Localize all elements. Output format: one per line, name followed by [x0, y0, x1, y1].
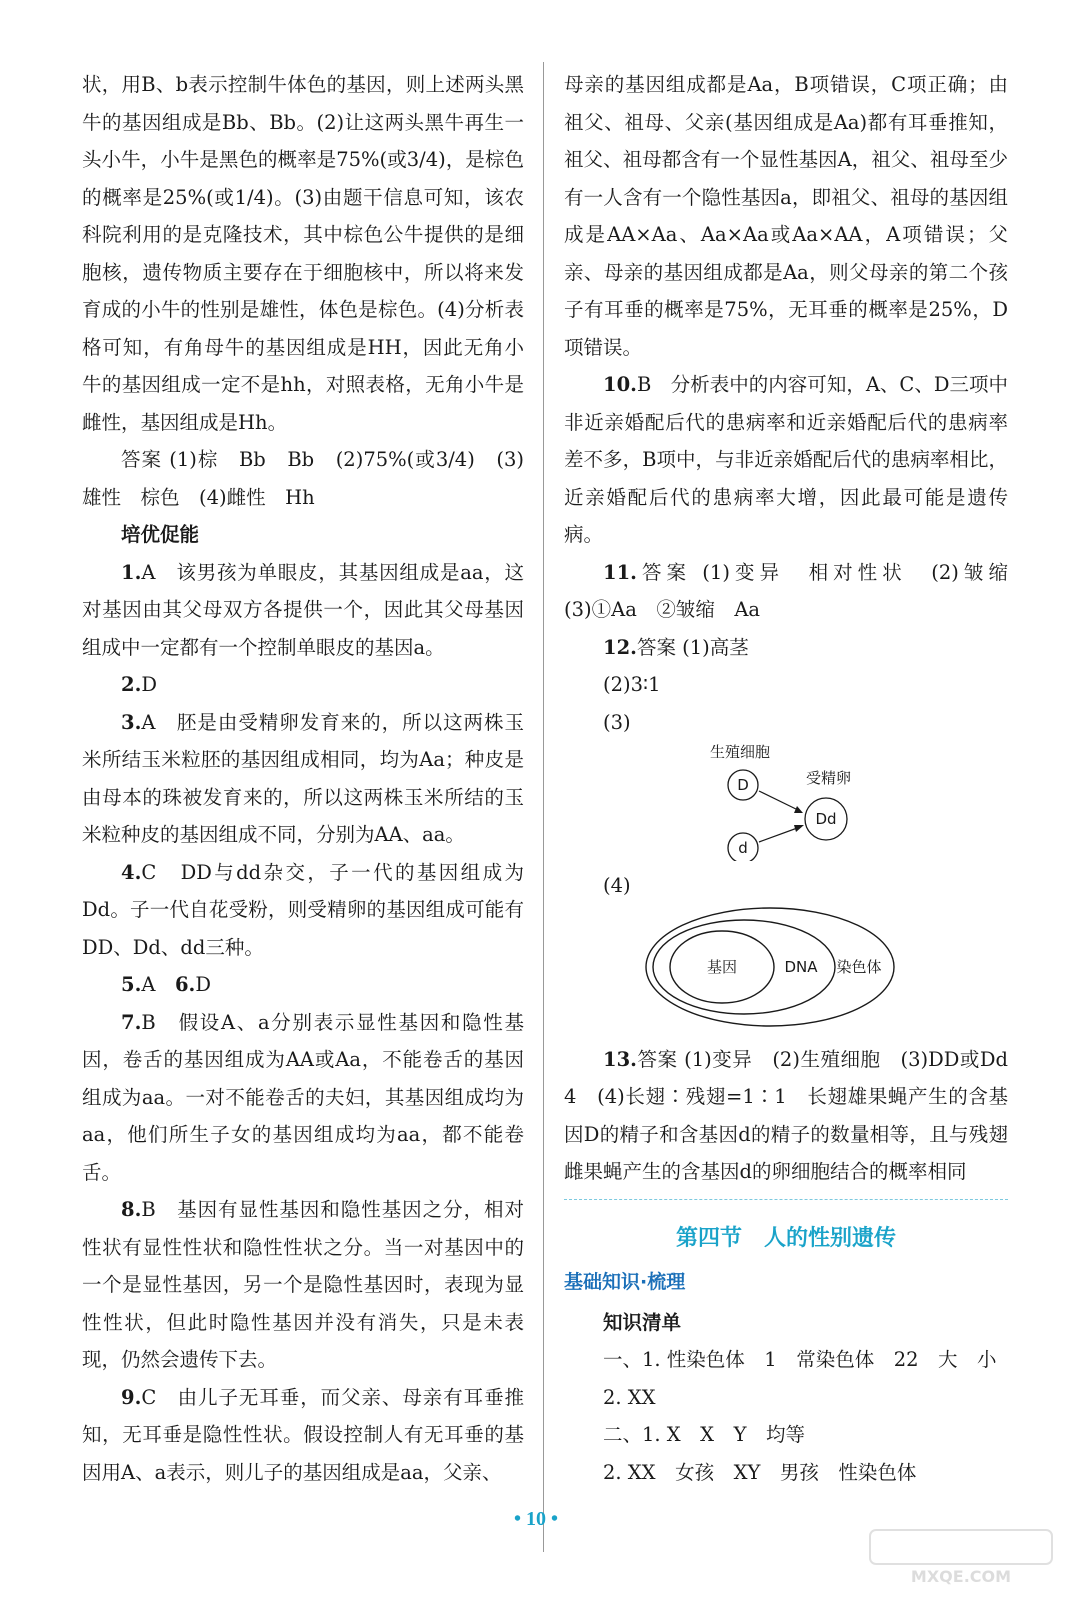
list-line-4: 2. XX 女孩 XY 男孩 性染色体 [603, 1460, 917, 1484]
fertilization-diagram [564, 741, 1008, 861]
subheading-peiyou: 培优促能 [121, 523, 200, 546]
chapter-title: 第四节 人的性别遗传 [675, 1225, 896, 1251]
question-3 [82, 704, 524, 854]
gamete-D-label: D [737, 776, 749, 794]
page-number: • 10 • [513, 1508, 558, 1530]
arrow-D-to-zygote [759, 791, 800, 811]
right-column [564, 66, 1028, 1491]
question-1 [82, 554, 524, 667]
zygote-Dd-label: Dd [815, 810, 837, 828]
q-text: 答案 (1)高茎 [636, 635, 749, 659]
q-text: A 该男孩为单眼皮，其基因组成是aa，这对基因由其父母双方各提供一个，因此其父母基因组成中一定都有一个控制单眼皮的基因a。 [82, 560, 524, 659]
q-number: 1. [121, 560, 142, 584]
q-text: A 胚是由受精卵发育来的，所以这两株玉米所结玉米粒胚的基因组成相同，均为Aa；种皮是由母本的珠被发育来的，所以这两株玉米所结的玉米粒种皮的基因组成不同，分别为AA、aa。 [82, 710, 524, 846]
q-text: B 基因有显性基因和隐性基因之分，相对性状有显性性状和隐性性状之分。当一对基因中的一个是显性基因，另一个是隐性基因时，表现为显性性状，但此时隐性基因并没有消失，只是未表现，仍然会遗传下去。 [82, 1198, 524, 1371]
answer-explanation: 状，用B、b表示控制牛体色的基因，则上述两头黑牛的基因组成是Bb、Bb。(2)让这两头黑牛再生一头小牛，小牛是黑色的概率是75%(或3/4)，是棕色的概率是25%(或1/4)。(3)由题干信息可知，该农科院利用的是克隆技术，其中棕色公牛提供的是细胞核，遗传物质主要存在于细胞核中，所以将来发育成的小牛的性别是雄性，体色是棕色。(4)分析表格可知，有角母牛的基因组成是HH，因此无角小牛的基因组成一定不是hh，对照表格，无角小牛是雌性，基因组成是Hh。 [82, 73, 524, 434]
q-text: B 假设A、a分别表示显性基因和隐性基因，卷舌的基因组成为AA或Aa，不能卷舌的基因组成为aa。一对不能卷舌的夫妇，其基因组成均为aa，他们所生子女的基因组成均为aa，都不能卷舌。 [82, 1010, 524, 1184]
question-4 [82, 854, 524, 967]
q-number: 10. [603, 373, 637, 396]
arrow-d-to-zygote [759, 827, 800, 842]
arrowhead-1 [794, 806, 803, 813]
q-text: 答案 (1)变异 相对性状 (2)皱缩 (3)①Aa ②皱缩 Aa [564, 560, 1028, 621]
section-heading: 基础知识·梳理 [564, 1270, 686, 1293]
q-number: 7. [121, 1010, 142, 1034]
q-text: D [141, 673, 157, 696]
question-12-part4: (4) [603, 874, 631, 897]
dna-label: DNA [784, 957, 818, 976]
arrowhead-2 [794, 825, 804, 832]
nested-ellipse-diagram [564, 905, 1008, 1035]
q-text: B 分析表中的内容可知，A、C、D三项中非近亲婚配后代的患病率和近亲婚配后代的患病率差不多，B项中，与非近亲婚配后代的患病率相比，近亲婚配后代的患病率大增，因此最可能是遗传病。 [564, 373, 1008, 546]
q-text: 答案 (1)变异 (2)生殖细胞 (3)DD或Dd 4 (4)长翅∶残翅=1∶1 长翅雄果蝇产生的含基因D的精子和含基因d的精子的数量相等，且与残翅雌果蝇产生的含基因d的卵细胞结合的概率相同 [564, 1047, 1028, 1183]
answer-line: 答案 (1)棕 Bb Bb (2)75%(或3/4) (3)雄性 棕色 (4)雌性 Hh [82, 448, 524, 509]
q-text: D [195, 973, 211, 996]
q-text: C 由儿子无耳垂，而父亲、母亲有耳垂推知，无耳垂是隐性性状。假设控制人有无耳垂的基因用A、a表示，则儿子的基因组成是aa，父亲、 [82, 1385, 524, 1484]
q-number: 8. [121, 1198, 142, 1221]
q-number: 11. [603, 560, 637, 584]
question-11 [564, 554, 1028, 629]
question-12-part2: (2)3∶1 [603, 673, 661, 696]
question-9 [82, 1379, 524, 1492]
watermark-logo [866, 1528, 1056, 1588]
q-text: A [141, 973, 175, 996]
q-number: 2. [121, 673, 142, 696]
question-7 [82, 1004, 524, 1192]
knowledge-list-title: 知识清单 [603, 1310, 682, 1334]
list-line-1: 一、1. 性染色体 1 常染色体 22 大 小 [603, 1348, 997, 1371]
question-2 [82, 666, 524, 704]
q-number: 13. [603, 1047, 637, 1071]
gamete-d-label: d [738, 839, 748, 857]
question-9-continued: 母亲的基因组成都是Aa，B项错误，C项正确；由祖父、祖母、父亲(基因组成是Aa)都有耳垂推知，祖父、祖母都含有一个显性基因A，祖父、祖母至少有一人含有一个隐性基因a，即祖父、祖母的基因组成是AA×Aa、Aa×Aa或Aa×AA，A项错误；父亲、母亲的基因组成都是Aa，则父母亲的第二个孩子有耳垂的概率是75%，无耳垂的概率是25%，D项错误。 [564, 73, 1008, 359]
watermark-text: MXQE.COM [910, 1567, 1012, 1586]
left-column [82, 66, 524, 1491]
question-12-part3: (3) [603, 710, 631, 734]
question-8 [82, 1191, 524, 1379]
gene-label: 基因 [706, 957, 738, 976]
chapter-rule [564, 1199, 1008, 1200]
chromosome-label: 染色体 [836, 957, 882, 976]
question-12 [564, 629, 1008, 667]
q-number: 5. [121, 973, 142, 996]
list-line-2: 2. XX [603, 1385, 656, 1409]
question-5-6 [82, 966, 524, 1004]
column-divider [543, 62, 544, 1552]
question-13 [564, 1041, 1028, 1191]
list-line-3: 二、1. X X Y 均等 [603, 1423, 805, 1446]
q-number: 12. [603, 635, 637, 659]
germ-cell-label: 生殖细胞 [710, 743, 771, 761]
q-number: 3. [121, 710, 142, 734]
q-text: C DD与dd杂交，子一代的基因组成为Dd。子一代自花受粉，则受精卵的基因组成可能有DD、Dd、dd三种。 [82, 860, 524, 959]
q-number: 4. [121, 860, 142, 884]
q-number: 9. [121, 1385, 142, 1409]
question-10 [564, 366, 1008, 554]
q-number: 6. [174, 973, 196, 996]
zygote-label: 受精卵 [806, 769, 852, 787]
